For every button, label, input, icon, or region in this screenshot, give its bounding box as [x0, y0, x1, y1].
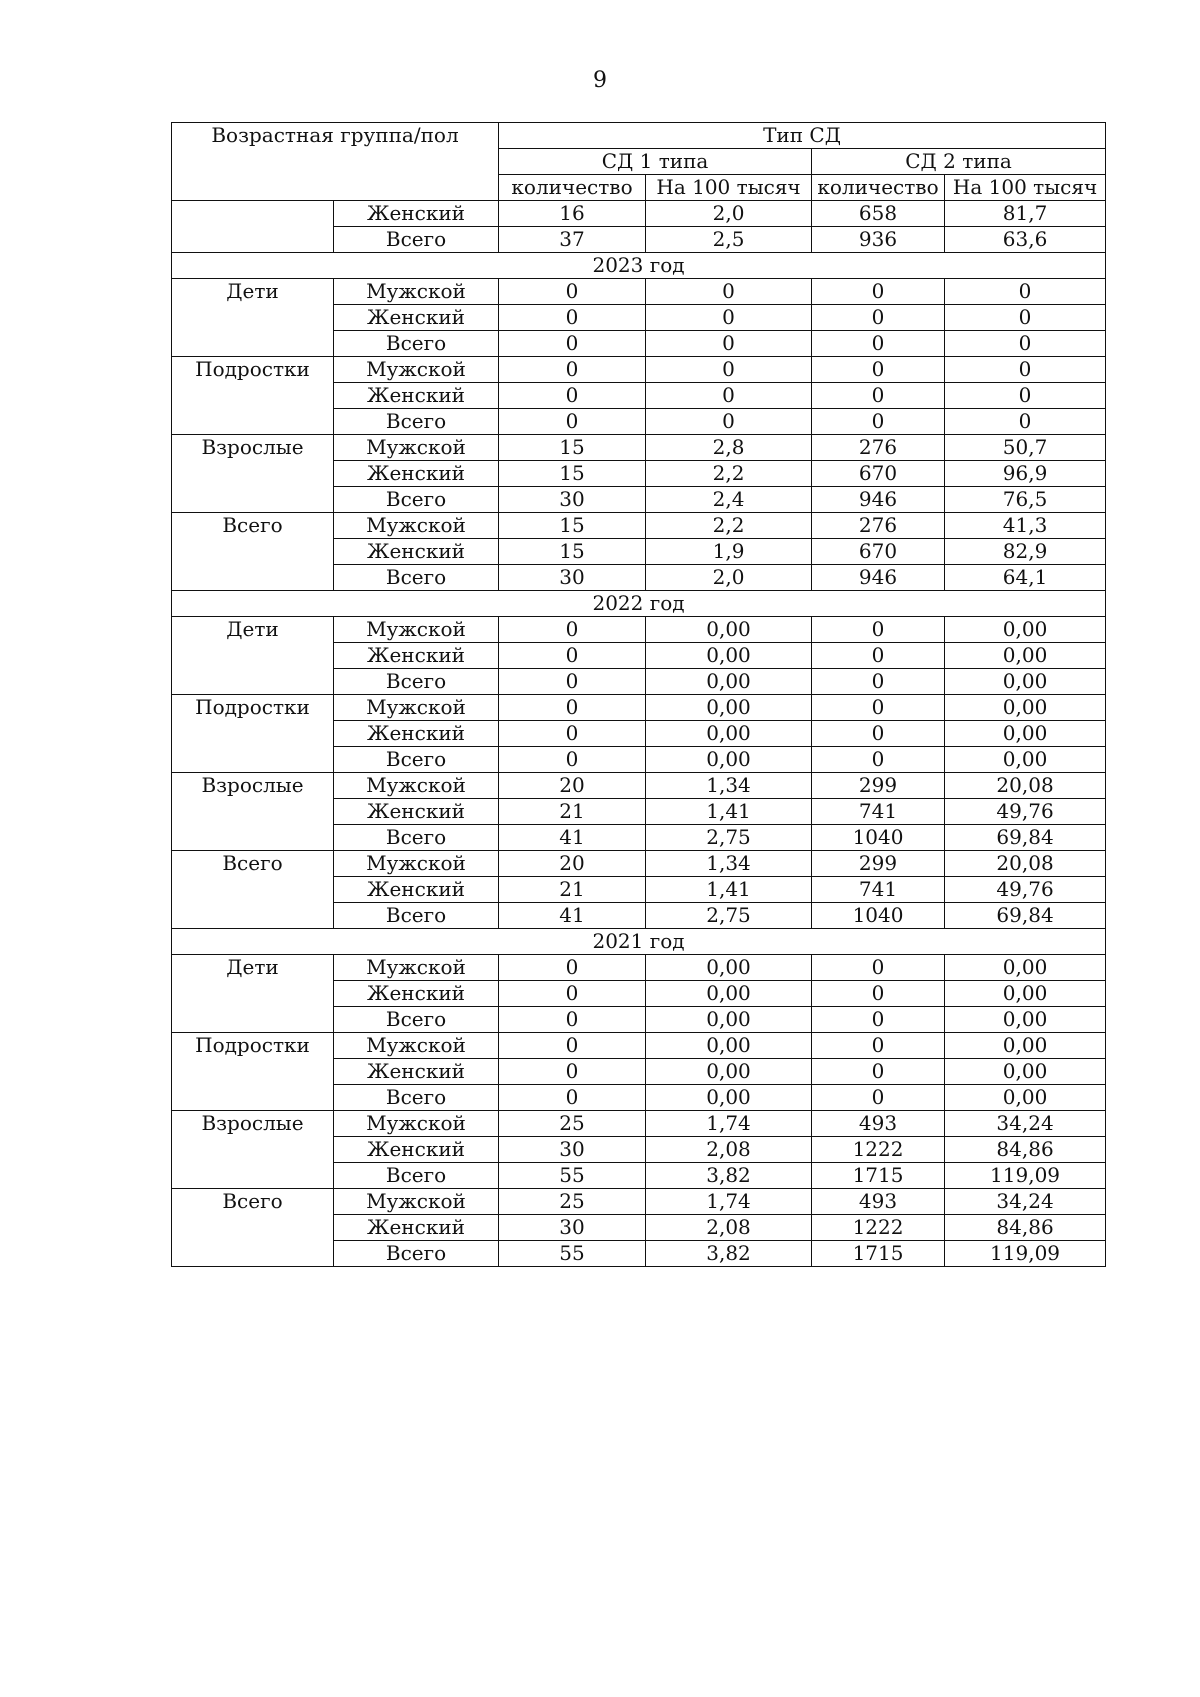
type2-count-cell: 299 — [812, 773, 945, 799]
type2-count-cell: 741 — [812, 877, 945, 903]
type2-count-cell: 0 — [812, 981, 945, 1007]
sex-cell: Мужской — [334, 357, 499, 383]
type1-rate-cell: 0,00 — [646, 1007, 812, 1033]
header-type2: СД 2 типа — [812, 149, 1106, 175]
type2-rate-cell: 0,00 — [945, 617, 1106, 643]
type1-count-cell: 0 — [499, 279, 646, 305]
age-group-cell: Подростки — [172, 1033, 334, 1111]
type2-rate-cell: 0,00 — [945, 1007, 1106, 1033]
type2-count-cell: 0 — [812, 1085, 945, 1111]
sex-cell: Всего — [334, 227, 499, 253]
type2-rate-cell: 0 — [945, 331, 1106, 357]
data-row — [172, 513, 1106, 539]
type2-rate-cell: 0,00 — [945, 1059, 1106, 1085]
type1-count-cell: 41 — [499, 825, 646, 851]
header-type1-count: количество — [499, 175, 646, 201]
type1-count-cell: 15 — [499, 461, 646, 487]
type1-rate-cell: 0 — [646, 331, 812, 357]
type2-count-cell: 276 — [812, 513, 945, 539]
sex-cell: Женский — [334, 201, 499, 227]
type2-count-cell: 1040 — [812, 825, 945, 851]
type2-count-cell: 1040 — [812, 903, 945, 929]
type1-rate-cell: 2,5 — [646, 227, 812, 253]
sex-cell: Мужской — [334, 279, 499, 305]
sex-cell: Всего — [334, 409, 499, 435]
type1-rate-cell: 0,00 — [646, 721, 812, 747]
type2-rate-cell: 50,7 — [945, 435, 1106, 461]
type1-count-cell: 25 — [499, 1189, 646, 1215]
data-row — [172, 773, 1106, 799]
year-row — [172, 253, 1106, 279]
sex-cell: Всего — [334, 1007, 499, 1033]
type1-count-cell: 0 — [499, 331, 646, 357]
type2-rate-cell: 0,00 — [945, 695, 1106, 721]
page-number: 9 — [593, 68, 607, 93]
data-row — [172, 1189, 1106, 1215]
age-group-cell: Подростки — [172, 357, 334, 435]
age-group-cell: Всего — [172, 513, 334, 591]
type2-count-cell: 0 — [812, 747, 945, 773]
type1-rate-cell: 0 — [646, 383, 812, 409]
type1-count-cell: 25 — [499, 1111, 646, 1137]
type1-rate-cell: 1,41 — [646, 877, 812, 903]
type1-count-cell: 30 — [499, 487, 646, 513]
type2-count-cell: 670 — [812, 539, 945, 565]
sex-cell: Всего — [334, 1163, 499, 1189]
type2-count-cell: 1222 — [812, 1137, 945, 1163]
sex-cell: Мужской — [334, 435, 499, 461]
sex-cell: Мужской — [334, 1033, 499, 1059]
type2-rate-cell: 0 — [945, 357, 1106, 383]
type1-rate-cell: 0,00 — [646, 1059, 812, 1085]
type2-count-cell: 0 — [812, 721, 945, 747]
type1-rate-cell: 1,74 — [646, 1111, 812, 1137]
type2-rate-cell: 119,09 — [945, 1241, 1106, 1267]
type2-count-cell: 1715 — [812, 1163, 945, 1189]
type2-rate-cell: 20,08 — [945, 773, 1106, 799]
type1-rate-cell: 0,00 — [646, 955, 812, 981]
type2-rate-cell: 84,86 — [945, 1137, 1106, 1163]
type1-count-cell: 37 — [499, 227, 646, 253]
type2-count-cell: 0 — [812, 1007, 945, 1033]
type2-rate-cell: 0 — [945, 279, 1106, 305]
data-row — [172, 851, 1106, 877]
type1-count-cell: 0 — [499, 955, 646, 981]
type1-count-cell: 0 — [499, 1085, 646, 1111]
type2-count-cell: 0 — [812, 1059, 945, 1085]
type1-count-cell: 30 — [499, 1215, 646, 1241]
sex-cell: Всего — [334, 669, 499, 695]
header-type1-rate: На 100 тысяч — [646, 175, 812, 201]
sex-cell: Мужской — [334, 695, 499, 721]
sex-cell: Женский — [334, 799, 499, 825]
sex-cell: Всего — [334, 825, 499, 851]
header-group-sex: Возрастная группа/пол — [172, 123, 499, 201]
header-type2-rate: На 100 тысяч — [945, 175, 1106, 201]
sex-cell: Женский — [334, 305, 499, 331]
type1-rate-cell: 0,00 — [646, 695, 812, 721]
type2-count-cell: 1715 — [812, 1241, 945, 1267]
type1-count-cell: 15 — [499, 539, 646, 565]
data-row — [172, 435, 1106, 461]
type2-rate-cell: 49,76 — [945, 799, 1106, 825]
sex-cell: Женский — [334, 1059, 499, 1085]
year-row — [172, 591, 1106, 617]
type1-rate-cell: 2,0 — [646, 565, 812, 591]
sex-cell: Всего — [334, 1085, 499, 1111]
sex-cell: Женский — [334, 383, 499, 409]
type1-count-cell: 0 — [499, 409, 646, 435]
type2-rate-cell: 69,84 — [945, 903, 1106, 929]
type2-count-cell: 0 — [812, 669, 945, 695]
age-group-cell: Взрослые — [172, 773, 334, 851]
type1-count-cell: 0 — [499, 643, 646, 669]
type2-rate-cell: 0,00 — [945, 1085, 1106, 1111]
type2-rate-cell: 119,09 — [945, 1163, 1106, 1189]
type2-rate-cell: 69,84 — [945, 825, 1106, 851]
type1-count-cell: 30 — [499, 1137, 646, 1163]
type1-rate-cell: 1,34 — [646, 773, 812, 799]
type2-rate-cell: 82,9 — [945, 539, 1106, 565]
type2-count-cell: 0 — [812, 409, 945, 435]
age-group-cell: Взрослые — [172, 435, 334, 513]
type1-count-cell: 21 — [499, 799, 646, 825]
type1-count-cell: 0 — [499, 669, 646, 695]
type2-count-cell: 299 — [812, 851, 945, 877]
type1-count-cell: 16 — [499, 201, 646, 227]
header-type2-count: количество — [812, 175, 945, 201]
type1-rate-cell: 1,41 — [646, 799, 812, 825]
type1-rate-cell: 0,00 — [646, 617, 812, 643]
type1-count-cell: 55 — [499, 1163, 646, 1189]
type2-count-cell: 0 — [812, 695, 945, 721]
type2-count-cell: 0 — [812, 383, 945, 409]
sex-cell: Всего — [334, 487, 499, 513]
type1-rate-cell: 0,00 — [646, 747, 812, 773]
type2-count-cell: 493 — [812, 1111, 945, 1137]
type1-count-cell: 0 — [499, 383, 646, 409]
type1-rate-cell: 0,00 — [646, 1085, 812, 1111]
type1-count-cell: 0 — [499, 747, 646, 773]
type1-count-cell: 41 — [499, 903, 646, 929]
sex-cell: Мужской — [334, 773, 499, 799]
sex-cell: Женский — [334, 539, 499, 565]
type2-rate-cell: 0 — [945, 409, 1106, 435]
data-row — [172, 955, 1106, 981]
age-group-cell: Всего — [172, 851, 334, 929]
data-row — [172, 1033, 1106, 1059]
type1-rate-cell: 2,8 — [646, 435, 812, 461]
type2-count-cell: 0 — [812, 357, 945, 383]
sex-cell: Всего — [334, 331, 499, 357]
type2-count-cell: 0 — [812, 1033, 945, 1059]
type1-rate-cell: 0 — [646, 409, 812, 435]
type1-rate-cell: 2,0 — [646, 201, 812, 227]
type2-count-cell: 276 — [812, 435, 945, 461]
type1-count-cell: 0 — [499, 981, 646, 1007]
type1-count-cell: 21 — [499, 877, 646, 903]
type2-rate-cell: 96,9 — [945, 461, 1106, 487]
type1-rate-cell: 2,4 — [646, 487, 812, 513]
type1-count-cell: 30 — [499, 565, 646, 591]
type1-count-cell: 0 — [499, 357, 646, 383]
type1-rate-cell: 0,00 — [646, 643, 812, 669]
data-row — [172, 617, 1106, 643]
type2-count-cell: 0 — [812, 331, 945, 357]
age-group-cell: Взрослые — [172, 1111, 334, 1189]
type2-count-cell: 741 — [812, 799, 945, 825]
type1-count-cell: 20 — [499, 773, 646, 799]
data-row — [172, 279, 1106, 305]
type1-count-cell: 20 — [499, 851, 646, 877]
sex-cell: Всего — [334, 903, 499, 929]
type1-rate-cell: 2,08 — [646, 1137, 812, 1163]
type2-rate-cell: 81,7 — [945, 201, 1106, 227]
year-heading: 2023 год — [172, 253, 1106, 279]
data-row — [172, 1111, 1106, 1137]
year-row — [172, 929, 1106, 955]
type2-rate-cell: 0,00 — [945, 721, 1106, 747]
sex-cell: Женский — [334, 981, 499, 1007]
type1-rate-cell: 1,9 — [646, 539, 812, 565]
type1-count-cell: 0 — [499, 1033, 646, 1059]
sex-cell: Женский — [334, 721, 499, 747]
type1-rate-cell: 1,34 — [646, 851, 812, 877]
sex-cell: Мужской — [334, 1189, 499, 1215]
type2-rate-cell: 64,1 — [945, 565, 1106, 591]
type2-count-cell: 936 — [812, 227, 945, 253]
continuation-row — [172, 201, 1106, 227]
type2-count-cell: 493 — [812, 1189, 945, 1215]
type2-count-cell: 0 — [812, 617, 945, 643]
type1-count-cell: 0 — [499, 721, 646, 747]
type2-count-cell: 0 — [812, 279, 945, 305]
type2-rate-cell: 49,76 — [945, 877, 1106, 903]
sex-cell: Женский — [334, 461, 499, 487]
type2-rate-cell: 20,08 — [945, 851, 1106, 877]
type1-count-cell: 0 — [499, 305, 646, 331]
type1-count-cell: 0 — [499, 1007, 646, 1033]
sex-cell: Всего — [334, 747, 499, 773]
header-diabetes-type: Тип СД — [499, 123, 1106, 149]
type1-rate-cell: 3,82 — [646, 1241, 812, 1267]
type1-rate-cell: 0 — [646, 357, 812, 383]
diabetes-statistics-table — [171, 122, 1106, 1267]
type2-rate-cell: 0 — [945, 383, 1106, 409]
type2-rate-cell: 41,3 — [945, 513, 1106, 539]
type2-rate-cell: 0,00 — [945, 955, 1106, 981]
sex-cell: Мужской — [334, 955, 499, 981]
sex-cell: Женский — [334, 1215, 499, 1241]
type2-count-cell: 0 — [812, 955, 945, 981]
type1-rate-cell: 0 — [646, 305, 812, 331]
sex-cell: Мужской — [334, 1111, 499, 1137]
type2-rate-cell: 0,00 — [945, 747, 1106, 773]
type1-count-cell: 15 — [499, 435, 646, 461]
header-type1: СД 1 типа — [499, 149, 812, 175]
type2-rate-cell: 0,00 — [945, 643, 1106, 669]
type2-rate-cell: 0 — [945, 305, 1106, 331]
age-group-cell: Подростки — [172, 695, 334, 773]
age-group-cell: Дети — [172, 617, 334, 695]
data-row — [172, 695, 1106, 721]
type2-rate-cell: 0,00 — [945, 669, 1106, 695]
type2-rate-cell: 84,86 — [945, 1215, 1106, 1241]
type1-rate-cell: 0,00 — [646, 981, 812, 1007]
type2-count-cell: 658 — [812, 201, 945, 227]
type1-rate-cell: 1,74 — [646, 1189, 812, 1215]
type1-rate-cell: 2,2 — [646, 461, 812, 487]
type2-rate-cell: 0,00 — [945, 1033, 1106, 1059]
type1-count-cell: 0 — [499, 617, 646, 643]
type1-count-cell: 15 — [499, 513, 646, 539]
sex-cell: Женский — [334, 877, 499, 903]
age-group-cell: Всего — [172, 1189, 334, 1267]
type2-rate-cell: 34,24 — [945, 1111, 1106, 1137]
sex-cell: Мужской — [334, 513, 499, 539]
type2-rate-cell: 63,6 — [945, 227, 1106, 253]
type2-rate-cell: 0,00 — [945, 981, 1106, 1007]
data-row — [172, 357, 1106, 383]
type1-rate-cell: 2,2 — [646, 513, 812, 539]
type1-rate-cell: 3,82 — [646, 1163, 812, 1189]
table-body — [172, 123, 1106, 1267]
type1-count-cell: 0 — [499, 695, 646, 721]
year-heading: 2021 год — [172, 929, 1106, 955]
type1-count-cell: 0 — [499, 1059, 646, 1085]
sex-cell: Женский — [334, 643, 499, 669]
sex-cell: Всего — [334, 565, 499, 591]
type2-count-cell: 946 — [812, 487, 945, 513]
sex-cell: Всего — [334, 1241, 499, 1267]
type1-rate-cell: 0,00 — [646, 669, 812, 695]
type1-rate-cell: 2,75 — [646, 825, 812, 851]
age-group-cell: Дети — [172, 279, 334, 357]
sex-cell: Мужской — [334, 851, 499, 877]
type1-rate-cell: 2,75 — [646, 903, 812, 929]
type2-count-cell: 0 — [812, 643, 945, 669]
type2-count-cell: 0 — [812, 305, 945, 331]
year-heading: 2022 год — [172, 591, 1106, 617]
continued-group-cell — [172, 201, 334, 253]
type2-count-cell: 1222 — [812, 1215, 945, 1241]
type2-rate-cell: 34,24 — [945, 1189, 1106, 1215]
header-row-type — [172, 123, 1106, 149]
type1-count-cell: 55 — [499, 1241, 646, 1267]
type2-rate-cell: 76,5 — [945, 487, 1106, 513]
sex-cell: Мужской — [334, 617, 499, 643]
sex-cell: Женский — [334, 1137, 499, 1163]
type2-count-cell: 946 — [812, 565, 945, 591]
type2-count-cell: 670 — [812, 461, 945, 487]
type1-rate-cell: 2,08 — [646, 1215, 812, 1241]
type1-rate-cell: 0,00 — [646, 1033, 812, 1059]
type1-rate-cell: 0 — [646, 279, 812, 305]
age-group-cell: Дети — [172, 955, 334, 1033]
